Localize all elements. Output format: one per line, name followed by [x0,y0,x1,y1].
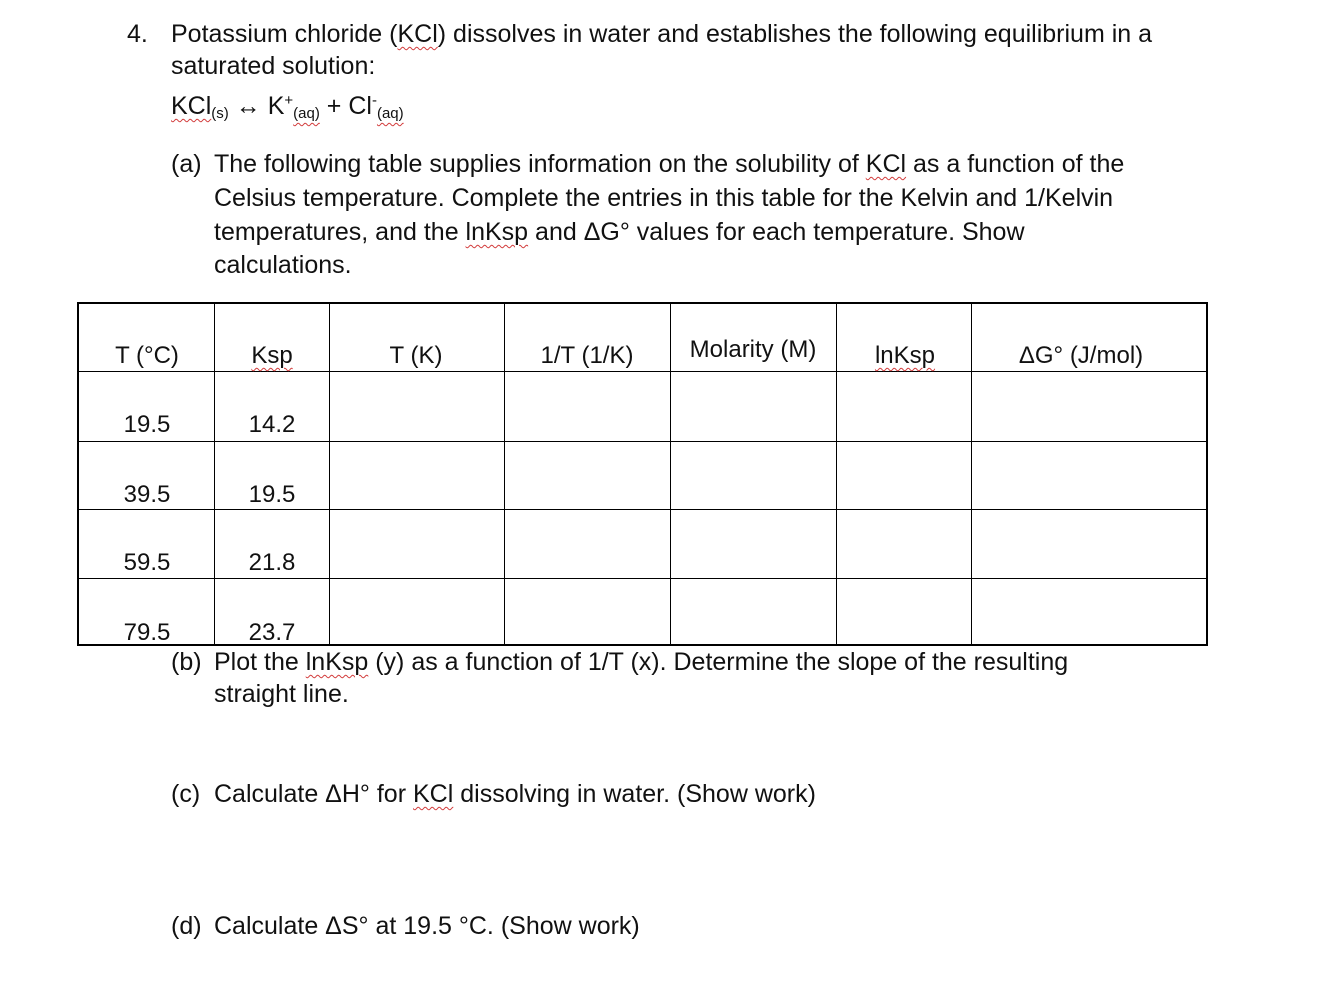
eq-reactant: KCl [171,92,212,120]
part-b-line1 [214,646,1068,678]
part-a-line1 [214,148,1124,180]
table-row-divider [79,371,1206,372]
eq-arrow: ↔ [235,92,261,120]
cell-ksp: 23.7 [248,619,296,646]
part-c-label: (c) [171,780,201,808]
eq-anion-state: (aq) [376,105,404,122]
cell-ksp: 21.8 [248,549,296,576]
table-row-divider [79,441,1206,442]
part-c-text-b: dissolving in water. (Show work) [460,780,816,808]
table-row-divider [79,509,1206,510]
header-lnksp: lnKsp [874,342,936,369]
part-d-text: Calculate ΔS° at 19.5 °C. (Show work) [214,912,640,940]
part-b-label: (b) [171,648,202,676]
part-d-label: (d) [171,912,202,940]
part-b-text-b: (y) as a function of 1/T (x). Determine the slope of the resulting [375,648,1069,676]
header-inverse-t: 1/T (1/K) [540,342,634,369]
eq-cation-state: (aq) [293,105,320,122]
header-t-celsius: T (°C) [115,342,179,369]
table-col-divider [670,304,671,644]
part-c-text-a: Calculate ΔH° for [214,780,407,808]
cell-ksp: 19.5 [248,481,296,508]
cell-t-celsius: 59.5 [123,549,171,576]
intro-text-b: ) dissolves in water and establishes the following equilibrium in a [437,20,1153,48]
header-t-kelvin: T (K) [389,342,443,369]
cell-t-celsius: 79.5 [123,619,171,646]
table-col-divider [214,304,215,644]
question-number: 4. [127,20,148,48]
table-col-divider [971,304,972,644]
table-row-divider [79,578,1206,579]
cell-t-celsius: 39.5 [123,481,171,508]
question-intro-line1 [171,18,1152,50]
solubility-table [77,302,1208,646]
table-col-divider [836,304,837,644]
cell-t-celsius: 19.5 [123,411,171,438]
question-intro-line2: saturated solution: [171,52,376,80]
part-b-text-a: Plot the [214,648,299,676]
part-c-text [214,778,816,810]
part-a-text-a: The following table supplies information on the solubility of [214,150,859,178]
part-c-kcl: KCl [413,780,454,808]
part-a-text-b: as a function of the [913,150,1125,178]
eq-anion: Cl [348,92,372,120]
cell-ksp: 14.2 [248,411,296,438]
eq-cation-charge: + [284,92,294,109]
equilibrium-equation [171,85,404,130]
eq-anion-charge: - [371,92,377,109]
part-a-text-d: and ΔG° values for each temperature. Show [535,218,1025,246]
part-b-line2: straight line. [214,680,349,708]
header-delta-g: ΔG° (J/mol) [1018,342,1144,369]
table-col-divider [504,304,505,644]
table-col-divider [329,304,330,644]
part-a-kcl: KCl [865,150,907,178]
eq-reactant-state: (s) [211,105,229,122]
header-ksp: Ksp [251,342,293,369]
part-a-text-c: temperatures, and the [214,218,459,246]
part-b-lnksp: lnKsp [305,648,369,676]
part-a-line4: calculations. [214,251,352,279]
eq-plus: + [326,92,342,120]
header-molarity: Molarity (M) [689,336,817,363]
part-a-line3 [214,216,1025,248]
intro-text-a: Potassium chloride ( [171,20,398,48]
eq-cation: K [267,92,285,120]
part-a-line2: Celsius temperature. Complete the entries in this table for the Kelvin and 1/Kelvin [214,184,1114,212]
part-a-label: (a) [171,150,202,178]
intro-kcl: KCl [397,20,438,48]
part-a-lnksp: lnKsp [465,218,529,246]
